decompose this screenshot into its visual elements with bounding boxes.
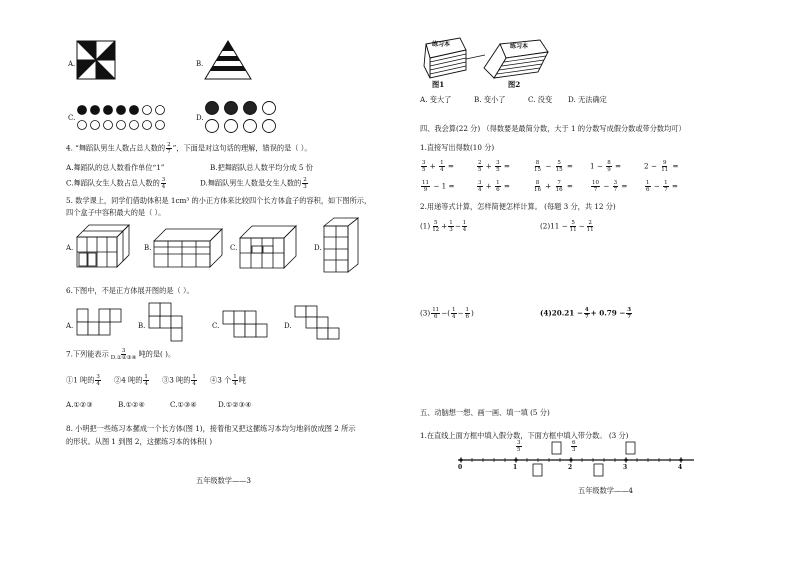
q4-option-a[interactable]: A.舞蹈队的总人数看作单位“1” [66,163,165,172]
q6-net-b [148,302,184,342]
notebook-label-2: 练习本 [510,43,529,50]
direct-calc-item: $\frac{2}{5}$ + $\frac{3}{5}$ = [478,160,510,173]
q3-square-figure [76,40,116,80]
q8-question-line2: 的形状。从图 1 到图 2，这摞练习本的体积( ) [66,437,213,446]
q5-box-b [152,225,224,269]
q8-question-line1: 8. 小明把一些练习本摞成一个长方体(图 1)，接着他又把这摞练习本均匀地斜放成图 2 所示 [66,424,356,433]
calc-problem-3: (3) $\frac{11}{6}$ −( $\frac{1}{4}$ − $\frac{1}{6}$ ) [420,307,474,320]
q7-option-a[interactable]: A.①②③ [66,400,93,409]
q7-item-4: ④3 个 $\frac{1}{4}$ 吨 [210,374,246,387]
q6-option-d-label: D. [284,322,292,330]
q3-option-b-label: B. [196,60,204,68]
q7-item-1: ①1 吨的 $\frac{3}{4}$ [66,374,100,387]
q7-item-3: ③3 吨的 $\frac{1}{4}$ [162,374,196,387]
calc-problem-2: (2)11 − $\frac{5}{11}$ − $\frac{2}{11}$ [540,220,594,233]
q7-option-c[interactable]: C.①③④ [170,400,197,409]
q7-option-b[interactable]: B.①②④ [118,400,145,409]
q6-net-a [76,308,122,336]
q5-option-c-label: C. [230,244,238,252]
nl-fraction-1: $\frac{3}{5}$ [517,440,521,453]
direct-calc-item: 2 − $\frac{9}{11}$ = [644,160,679,173]
q8-option-d[interactable]: D. 无法确定 [568,95,607,104]
q3-option-d-label: D. [196,114,204,122]
direct-calc-item: $\frac{11}{9}$ − 1 = [422,180,455,193]
calc-problem-4: (4)20.21 − $\frac{4}{7}$ + 0.79 − $\frac{3}{7}$ [540,307,632,320]
q6-question: 6.下图中，不是正方体展开图的是（ ）。 [66,286,194,295]
section-4-part-1: 1.直接写出得数(10 分) [420,143,495,152]
nl-tick-1: 1 [513,464,518,471]
q7-item-2: ②4 吨的 $\frac{1}{4}$ [114,374,148,387]
q6-option-a-label: A. [66,322,74,330]
q8-option-b[interactable]: B. 变小了 [474,95,506,104]
q8-option-a[interactable]: A. 变大了 [420,95,452,104]
nl-fraction-2: $\frac{6}{3}$ [572,440,576,453]
direct-calc-item: $\frac{8}{15}$ − $\frac{5}{15}$ = [534,160,573,173]
nl-tick-0: 0 [458,464,463,471]
q6-option-c-label: C. [212,322,220,330]
fig2-label: 图2 [508,80,521,89]
q5-question-line1: 5. 数学课上，同学们借助体积是 1cm³ 的小正方体来比较四个长方体盒子的容积，如下图所示， [66,196,372,205]
left-page-footer: 五年级数学——3 [196,476,251,485]
q3-apples-figure [76,102,166,132]
nl-tick-4: 4 [678,464,683,471]
q8-option-c[interactable]: C. 没变 [528,95,553,104]
direct-calc-item: 1 − $\frac{8}{9}$ = [590,160,622,173]
q4-option-b[interactable]: B.把舞蹈队总人数平均分成 5 份 [210,163,313,172]
direct-calc-item: $\frac{3}{5}$ + $\frac{1}{4}$ = [422,160,454,173]
q5-question-line2: 四个盒子中容积最大的是（ ）。 [66,208,166,217]
q6-net-d [294,305,342,341]
direct-calc-item: $\frac{1}{6}$ − $\frac{1}{7}$ = [646,180,678,193]
q6-net-c [222,310,270,338]
nl-tick-2: 2 [568,464,573,471]
section-4-title: 四、我会算(22 分) （得数要是最简分数，大于 1 的分数写成假分数或带分数均可） [420,124,686,133]
section-4-part-2: 2.用递等式计算，怎样简便怎样计算。 (每题 3 分，共 12 分) [420,202,616,211]
q5-option-a-label: A. [66,244,74,252]
q5-box-c [238,224,298,270]
q5-option-b-label: B. [144,244,152,252]
fig1-label: 图1 [432,80,445,89]
q5-option-d-label: D. [314,244,322,252]
q3-option-c-label: C. [68,114,76,122]
notebook-label-1: 练习本 [432,41,451,48]
q7-option-d[interactable]: D.①②③④ [218,400,252,409]
nl-tick-3: 3 [623,464,628,471]
right-page-footer: 五年级数学——4 [578,486,633,495]
section-5-title: 五、动脑想一想、画一画、填一填 (5 分) [420,408,550,417]
section-5-part-1: 1.在直线上面方框中填入假分数，下面方框中填入带分数。 (3 分) [420,431,629,440]
q4-option-d[interactable]: D.舞蹈队男生人数是女生人数的 $\frac{2}{3}$ [200,177,307,190]
direct-calc-item: $\frac{10}{7}$ − $\frac{3}{7}$ = [592,180,628,193]
q5-box-d [322,216,362,274]
q5-box-a [75,223,133,269]
q3-triangle-figure [204,40,252,80]
direct-calc-item: $\frac{3}{4}$ + $\frac{1}{6}$ = [478,180,510,193]
q4-option-c[interactable]: C.舞蹈队女生人数占总人数的 $\frac{3}{4}$ [66,177,166,190]
q6-option-b-label: B. [138,322,146,330]
q4-question: 4. “舞蹈队男生人数占总人数的 $\frac{2}{7}$ ”，下面是对这句话的理解，错误的是（ ）。 [66,142,312,155]
direct-calc-item: $\frac{8}{16}$ + $\frac{7}{16}$ = [534,180,573,193]
calc-problem-1: (1) $\frac{5}{12}$ + $\frac{1}{3}$ − $\frac{1}{4}$ [420,220,467,233]
q7-question: 7.下列能表示 $\frac{3}{\text{D.①②③④}}$ 吨的是( )。 [66,348,176,361]
q3-option-a-label: A. [68,60,76,68]
q3-circles-figure [204,100,284,134]
